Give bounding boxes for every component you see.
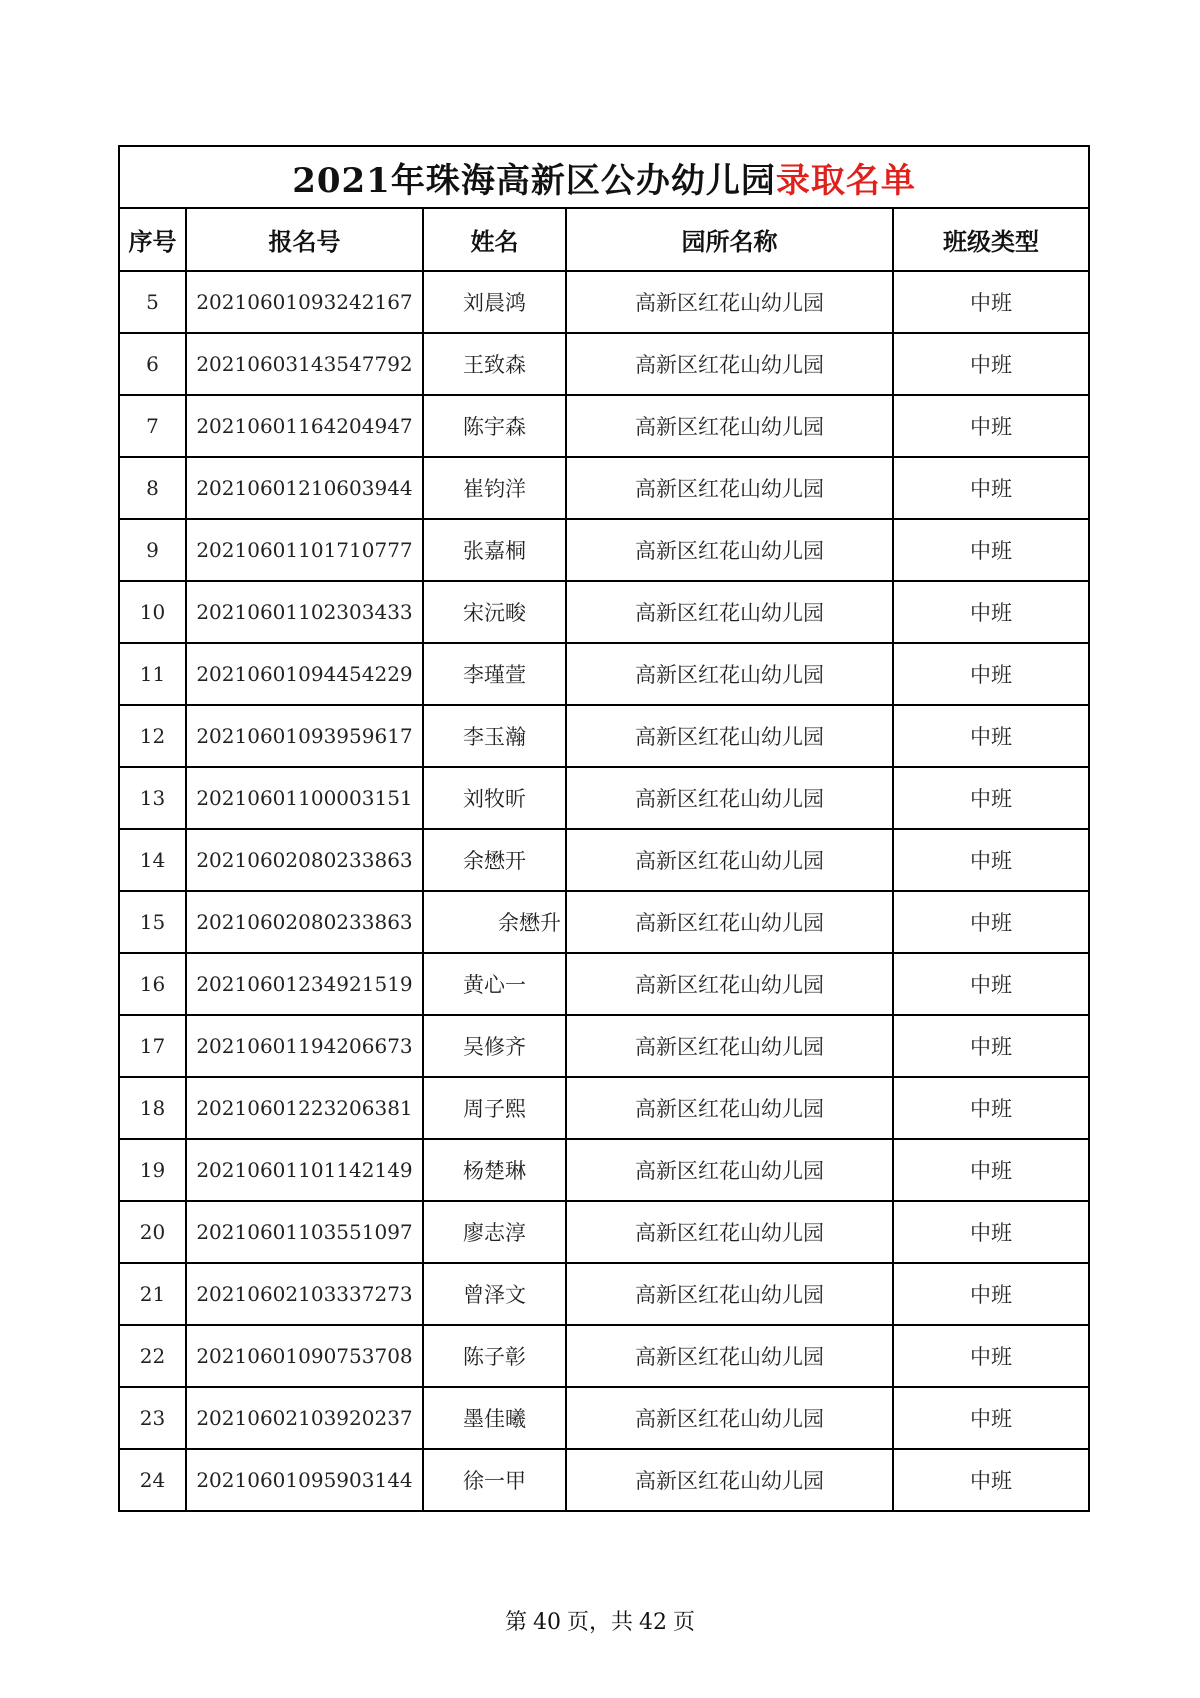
- cell-name: 陈宇森: [423, 395, 566, 457]
- cell-name: 墨佳曦: [423, 1387, 566, 1449]
- header-no: 序号: [119, 208, 186, 271]
- cell-registration-number: 20210601164204947: [186, 395, 423, 457]
- cell-name: 吴修齐: [423, 1015, 566, 1077]
- cell-school-name: 高新区红花山幼儿园: [566, 953, 893, 1015]
- cell-registration-number: 20210601223206381: [186, 1077, 423, 1139]
- cell-registration-number: 20210601100003151: [186, 767, 423, 829]
- table-row: [119, 643, 1089, 705]
- cell-registration-number: 20210602080233863: [186, 891, 423, 953]
- cell-class-type: 中班: [893, 333, 1089, 395]
- cell-no: 7: [119, 395, 186, 457]
- cell-registration-number: 20210602080233863: [186, 829, 423, 891]
- header-row: [119, 208, 1089, 271]
- cell-registration-number: 20210601234921519: [186, 953, 423, 1015]
- cell-name: 余懋升: [423, 891, 566, 953]
- cell-name: 廖志淳: [423, 1201, 566, 1263]
- cell-no: 9: [119, 519, 186, 581]
- cell-school-name: 高新区红花山幼儿园: [566, 829, 893, 891]
- table-row: [119, 1325, 1089, 1387]
- cell-class-type: 中班: [893, 829, 1089, 891]
- cell-registration-number: 20210601101710777: [186, 519, 423, 581]
- header-school-name: 园所名称: [566, 208, 893, 271]
- cell-school-name: 高新区红花山幼儿园: [566, 395, 893, 457]
- cell-school-name: 高新区红花山幼儿园: [566, 767, 893, 829]
- cell-school-name: 高新区红花山幼儿园: [566, 643, 893, 705]
- footer-total-pages: 42: [639, 1610, 667, 1635]
- table-body: [119, 146, 1089, 1511]
- cell-no: 10: [119, 581, 186, 643]
- cell-name: 余懋开: [423, 829, 566, 891]
- table-row: [119, 767, 1089, 829]
- table-row: [119, 705, 1089, 767]
- cell-name: 刘晨鸿: [423, 271, 566, 333]
- table-row: [119, 1387, 1089, 1449]
- cell-no: 19: [119, 1139, 186, 1201]
- cell-class-type: 中班: [893, 581, 1089, 643]
- cell-class-type: 中班: [893, 705, 1089, 767]
- cell-registration-number: 20210601093242167: [186, 271, 423, 333]
- cell-name: 崔钧洋: [423, 457, 566, 519]
- table-row: [119, 271, 1089, 333]
- cell-no: 24: [119, 1449, 186, 1511]
- cell-no: 18: [119, 1077, 186, 1139]
- footer-suffix: 页: [673, 1610, 696, 1635]
- cell-registration-number: 20210603143547792: [186, 333, 423, 395]
- cell-class-type: 中班: [893, 1201, 1089, 1263]
- cell-class-type: 中班: [893, 1139, 1089, 1201]
- cell-name: 曾泽文: [423, 1263, 566, 1325]
- cell-no: 15: [119, 891, 186, 953]
- cell-no: 6: [119, 333, 186, 395]
- cell-class-type: 中班: [893, 1077, 1089, 1139]
- cell-registration-number: 20210601103551097: [186, 1201, 423, 1263]
- cell-no: 5: [119, 271, 186, 333]
- cell-school-name: 高新区红花山幼儿园: [566, 1263, 893, 1325]
- cell-no: 21: [119, 1263, 186, 1325]
- cell-name: 黄心一: [423, 953, 566, 1015]
- cell-class-type: 中班: [893, 519, 1089, 581]
- cell-name: 李玉瀚: [423, 705, 566, 767]
- header-registration-number: 报名号: [186, 208, 423, 271]
- table-row: [119, 1449, 1089, 1511]
- cell-class-type: 中班: [893, 891, 1089, 953]
- cell-class-type: 中班: [893, 643, 1089, 705]
- cell-class-type: 中班: [893, 271, 1089, 333]
- cell-class-type: 中班: [893, 767, 1089, 829]
- cell-no: 13: [119, 767, 186, 829]
- cell-school-name: 高新区红花山幼儿园: [566, 333, 893, 395]
- header-name: 姓名: [423, 208, 566, 271]
- cell-registration-number: 20210601102303433: [186, 581, 423, 643]
- footer-page-number: 40: [532, 1610, 561, 1635]
- admission-list-table: [118, 145, 1090, 1512]
- table-row: [119, 1263, 1089, 1325]
- cell-no: 22: [119, 1325, 186, 1387]
- table-row: [119, 891, 1089, 953]
- table-row: [119, 953, 1089, 1015]
- cell-name: 杨楚琳: [423, 1139, 566, 1201]
- cell-class-type: 中班: [893, 953, 1089, 1015]
- cell-school-name: 高新区红花山幼儿园: [566, 891, 893, 953]
- table-row: [119, 1201, 1089, 1263]
- cell-school-name: 高新区红花山幼儿园: [566, 1077, 893, 1139]
- cell-school-name: 高新区红花山幼儿园: [566, 519, 893, 581]
- table-title-main: 2021年珠海高新区公办幼儿园: [292, 160, 776, 201]
- cell-no: 23: [119, 1387, 186, 1449]
- cell-no: 11: [119, 643, 186, 705]
- footer-prefix: 第: [504, 1610, 527, 1635]
- cell-name: 周子熙: [423, 1077, 566, 1139]
- cell-school-name: 高新区红花山幼儿园: [566, 1325, 893, 1387]
- cell-no: 14: [119, 829, 186, 891]
- cell-name: 李瑾萱: [423, 643, 566, 705]
- table-row: [119, 1077, 1089, 1139]
- cell-registration-number: 20210602103920237: [186, 1387, 423, 1449]
- cell-registration-number: 20210601101142149: [186, 1139, 423, 1201]
- cell-school-name: 高新区红花山幼儿园: [566, 1449, 893, 1511]
- cell-school-name: 高新区红花山幼儿园: [566, 1139, 893, 1201]
- table-row: [119, 581, 1089, 643]
- table-row: [119, 395, 1089, 457]
- cell-no: 20: [119, 1201, 186, 1263]
- cell-registration-number: 20210602103337273: [186, 1263, 423, 1325]
- table-row: [119, 457, 1089, 519]
- cell-class-type: 中班: [893, 395, 1089, 457]
- cell-registration-number: 20210601093959617: [186, 705, 423, 767]
- cell-school-name: 高新区红花山幼儿园: [566, 271, 893, 333]
- table-row: [119, 1015, 1089, 1077]
- table-row: [119, 829, 1089, 891]
- cell-registration-number: 20210601194206673: [186, 1015, 423, 1077]
- cell-class-type: 中班: [893, 1015, 1089, 1077]
- cell-name: 王致森: [423, 333, 566, 395]
- cell-class-type: 中班: [893, 1387, 1089, 1449]
- cell-class-type: 中班: [893, 1325, 1089, 1387]
- table-title-highlight: 录取名单: [775, 160, 916, 201]
- cell-class-type: 中班: [893, 1449, 1089, 1511]
- cell-no: 17: [119, 1015, 186, 1077]
- cell-class-type: 中班: [893, 457, 1089, 519]
- cell-name: 宋沅畯: [423, 581, 566, 643]
- cell-registration-number: 20210601094454229: [186, 643, 423, 705]
- cell-school-name: 高新区红花山幼儿园: [566, 1015, 893, 1077]
- cell-registration-number: 20210601095903144: [186, 1449, 423, 1511]
- page-footer: [0, 1605, 1200, 1636]
- cell-no: 12: [119, 705, 186, 767]
- table-title: [119, 146, 1089, 208]
- title-row: [119, 146, 1089, 208]
- header-class-type: 班级类型: [893, 208, 1089, 271]
- table-row: [119, 333, 1089, 395]
- cell-name: 陈子彰: [423, 1325, 566, 1387]
- cell-school-name: 高新区红花山幼儿园: [566, 457, 893, 519]
- cell-registration-number: 20210601210603944: [186, 457, 423, 519]
- cell-registration-number: 20210601090753708: [186, 1325, 423, 1387]
- cell-school-name: 高新区红花山幼儿园: [566, 581, 893, 643]
- cell-no: 8: [119, 457, 186, 519]
- cell-no: 16: [119, 953, 186, 1015]
- table-row: [119, 1139, 1089, 1201]
- cell-name: 刘牧昕: [423, 767, 566, 829]
- cell-school-name: 高新区红花山幼儿园: [566, 1201, 893, 1263]
- cell-name: 张嘉桐: [423, 519, 566, 581]
- footer-mid: 页，共: [566, 1610, 633, 1635]
- cell-school-name: 高新区红花山幼儿园: [566, 705, 893, 767]
- cell-name: 徐一甲: [423, 1449, 566, 1511]
- table-row: [119, 519, 1089, 581]
- cell-class-type: 中班: [893, 1263, 1089, 1325]
- cell-school-name: 高新区红花山幼儿园: [566, 1387, 893, 1449]
